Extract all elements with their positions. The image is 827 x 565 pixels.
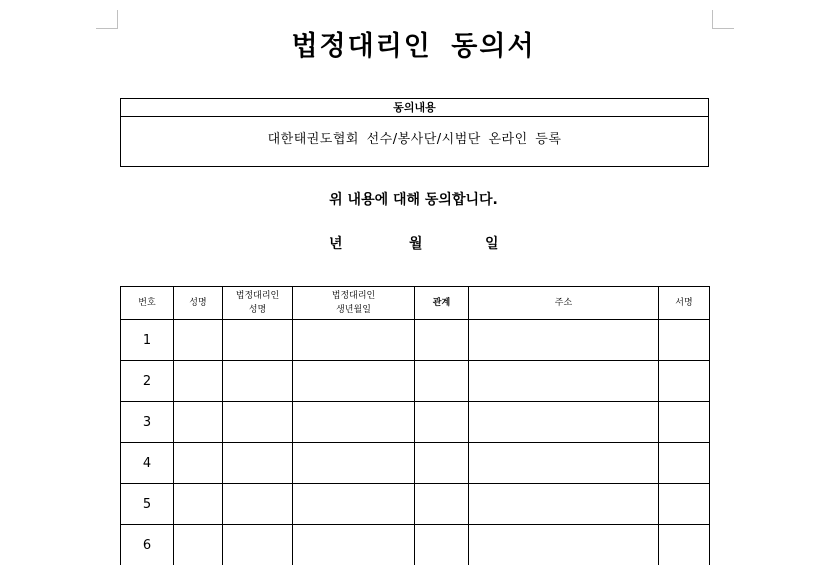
cell-guardian-birthdate[interactable]: [293, 402, 415, 443]
cell-guardian-name[interactable]: [223, 361, 293, 402]
col-header-guardian-name: 법정대리인 성명: [223, 287, 293, 320]
cell-name[interactable]: [174, 361, 223, 402]
cell-name[interactable]: [174, 484, 223, 525]
cell-guardian-name[interactable]: [223, 525, 293, 565]
cell-signature[interactable]: [659, 443, 710, 484]
date-month-label: 월: [409, 233, 423, 253]
row-number: 6: [121, 525, 174, 565]
col-header-guardian-birthdate: 법정대리인 생년월일: [293, 287, 415, 320]
cell-guardian-name[interactable]: [223, 320, 293, 361]
row-number: 2: [121, 361, 174, 402]
row-number: 4: [121, 443, 174, 484]
cell-signature[interactable]: [659, 525, 710, 565]
cell-guardian-name[interactable]: [223, 484, 293, 525]
table-row: [121, 320, 710, 361]
cell-address[interactable]: [469, 402, 659, 443]
table-row: [121, 402, 710, 443]
table-row: [121, 361, 710, 402]
cell-guardian-birthdate[interactable]: [293, 525, 415, 565]
table-row: [121, 484, 710, 525]
cell-name[interactable]: [174, 525, 223, 565]
cell-address[interactable]: [469, 525, 659, 565]
col-header-name: 성명: [174, 287, 223, 320]
cell-signature[interactable]: [659, 402, 710, 443]
row-number: 1: [121, 320, 174, 361]
roster-table: [120, 286, 710, 565]
cell-guardian-birthdate[interactable]: [293, 361, 415, 402]
cell-guardian-name[interactable]: [223, 443, 293, 484]
table-row: [121, 525, 710, 565]
row-number: 3: [121, 402, 174, 443]
cell-relation[interactable]: [415, 443, 469, 484]
cell-relation[interactable]: [415, 320, 469, 361]
cell-name[interactable]: [174, 443, 223, 484]
consent-content: 대한태권도협회 선수/봉사단/시범단 온라인 등록: [121, 117, 708, 165]
cell-name[interactable]: [174, 320, 223, 361]
cell-address[interactable]: [469, 443, 659, 484]
cell-address[interactable]: [469, 484, 659, 525]
cell-guardian-birthdate[interactable]: [293, 484, 415, 525]
cell-relation[interactable]: [415, 525, 469, 565]
cell-signature[interactable]: [659, 484, 710, 525]
col-header-relation: 관계: [415, 287, 469, 320]
cell-address[interactable]: [469, 361, 659, 402]
consent-header: 동의내용: [121, 99, 708, 117]
cell-guardian-birthdate[interactable]: [293, 320, 415, 361]
cell-relation[interactable]: [415, 484, 469, 525]
row-number: 5: [121, 484, 174, 525]
col-header-signature: 서명: [659, 287, 710, 320]
date-day-label: 일: [485, 233, 499, 253]
col-header-number: 번호: [121, 287, 174, 320]
consent-box: [120, 98, 709, 167]
cell-guardian-birthdate[interactable]: [293, 443, 415, 484]
cell-relation[interactable]: [415, 361, 469, 402]
date-row: [0, 233, 827, 253]
table-row: [121, 443, 710, 484]
cell-signature[interactable]: [659, 320, 710, 361]
cell-signature[interactable]: [659, 361, 710, 402]
agree-statement: 위 내용에 대해 동의합니다.: [0, 189, 827, 209]
date-year-label: 년: [329, 233, 343, 253]
document-title: 법정대리인 동의서: [0, 24, 827, 63]
cell-relation[interactable]: [415, 402, 469, 443]
cell-name[interactable]: [174, 402, 223, 443]
cell-address[interactable]: [469, 320, 659, 361]
roster-header-row: [121, 287, 710, 320]
cell-guardian-name[interactable]: [223, 402, 293, 443]
col-header-address: 주소: [469, 287, 659, 320]
